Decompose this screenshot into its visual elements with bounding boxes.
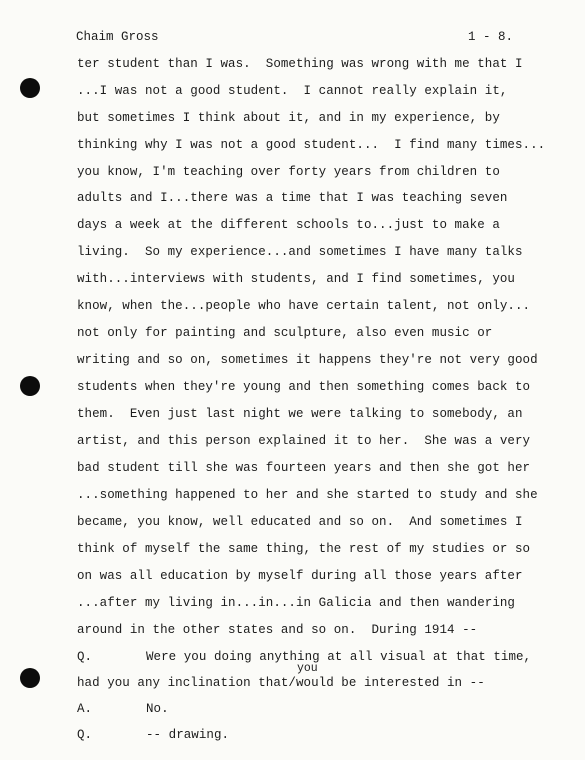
transcript-line: on was all education by myself during all those years after bbox=[77, 569, 523, 583]
transcript-line: became, you know, well educated and so on. And sometimes I bbox=[77, 515, 523, 529]
transcript-line: ...I was not a good student. I cannot really explain it, bbox=[77, 84, 508, 98]
transcript-line: but sometimes I think about it, and in my experience, by bbox=[77, 111, 500, 125]
binder-hole-middle bbox=[20, 376, 40, 396]
transcript-line: ...after my living in...in...in Galicia and then wandering bbox=[77, 596, 515, 610]
transcript-line: adults and I...there was a time that I was teaching seven bbox=[77, 191, 508, 205]
transcript-line: not only for painting and sculpture, also even music or bbox=[77, 326, 493, 340]
transcript-line: days a week at the different schools to...just to make a bbox=[77, 218, 500, 232]
transcript-line: artist, and this person explained it to her. She was a very bbox=[77, 434, 531, 448]
transcript-line: thinking why I was not a good student... I find many times... bbox=[77, 138, 546, 152]
transcript-line: ter student than I was. Something was wrong with me that I bbox=[77, 57, 523, 71]
transcript-line: around in the other states and so on. During 1914 -- bbox=[77, 623, 478, 637]
transcript-line: know, when the...people who have certain talent, not only... bbox=[77, 299, 531, 313]
transcript-line: living. So my experience...and sometimes I have many talks bbox=[77, 245, 523, 259]
transcript-line: with...interviews with students, and I find sometimes, you bbox=[77, 272, 515, 286]
transcript-line: students when they're young and then something comes back to bbox=[77, 380, 531, 394]
speaker-label: Q. bbox=[77, 728, 93, 742]
transcript-line: you know, I'm teaching over forty years from children to bbox=[77, 165, 500, 179]
transcript-line: writing and so on, sometimes it happens they're not very good bbox=[77, 353, 538, 367]
transcript-line: think of myself the same thing, the rest of my studies or so bbox=[77, 542, 531, 556]
dialogue-line: Were you doing anything at all visual at that time, bbox=[146, 650, 532, 664]
interlinear-insert: you bbox=[297, 662, 318, 675]
header-name: Chaim Gross bbox=[76, 30, 159, 44]
binder-hole-top bbox=[20, 78, 40, 98]
speaker-label: A. bbox=[77, 702, 93, 716]
speaker-label: Q. bbox=[77, 650, 93, 664]
page-number: 1 - 8. bbox=[468, 30, 514, 44]
transcript-line: them. Even just last night we were talking to somebody, an bbox=[77, 407, 523, 421]
dialogue-line: had you any inclination that/would be interested in -- bbox=[77, 676, 485, 690]
transcript-line: ...something happened to her and she started to study and she bbox=[77, 488, 538, 502]
dialogue-line: -- drawing. bbox=[146, 728, 230, 742]
dialogue-line: No. bbox=[146, 702, 169, 716]
binder-hole-bottom bbox=[20, 668, 40, 688]
transcript-line: bad student till she was fourteen years and then she got her bbox=[77, 461, 531, 475]
